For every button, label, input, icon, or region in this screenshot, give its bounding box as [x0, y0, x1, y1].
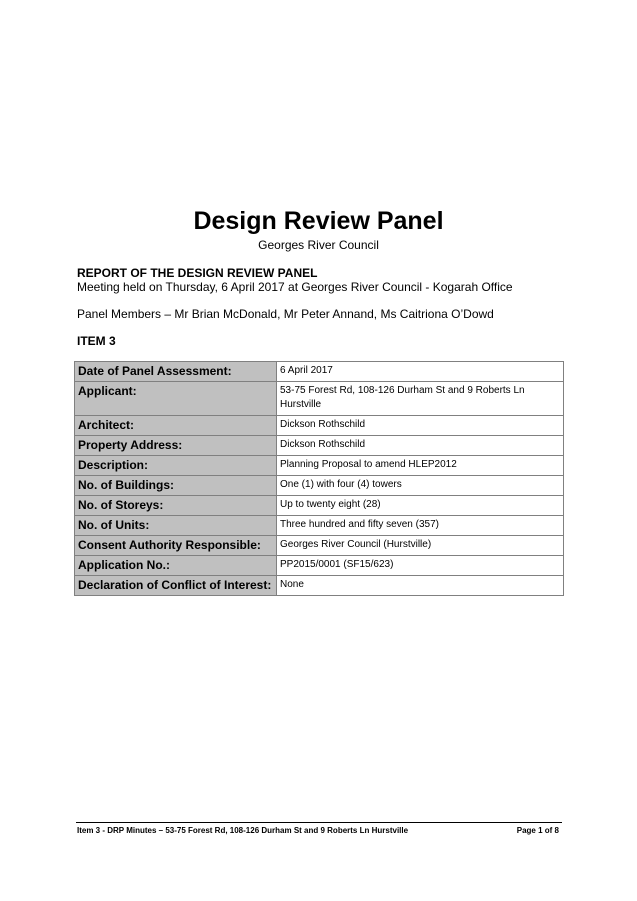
table-row: [75, 576, 564, 596]
panel-members: Panel Members – Mr Brian McDonald, Mr Peter Annand, Ms Caitriona O’Dowd: [77, 307, 494, 321]
table-row: [75, 382, 564, 416]
row-label: Consent Authority Responsible:: [75, 536, 277, 556]
row-value: Dickson Rothschild: [277, 416, 564, 436]
table-row: [75, 456, 564, 476]
page-title: Design Review Panel: [193, 207, 444, 235]
row-label: No. of Units:: [75, 516, 277, 536]
table-row: [75, 536, 564, 556]
item-number: ITEM 3: [77, 334, 116, 348]
meeting-details: Meeting held on Thursday, 6 April 2017 at Georges River Council - Kogarah Office: [77, 280, 513, 294]
row-value: Dickson Rothschild: [277, 436, 564, 456]
row-value: PP2015/0001 (SF15/623): [277, 556, 564, 576]
row-label: No. of Buildings:: [75, 476, 277, 496]
footer-document-title: Item 3 - DRP Minutes – 53-75 Forest Rd, 108-126 Durham St and 9 Roberts Ln Hurstville: [77, 826, 409, 835]
row-value: Three hundred and fifty seven (357): [277, 516, 564, 536]
row-value: One (1) with four (4) towers: [277, 476, 564, 496]
table-row: [75, 496, 564, 516]
row-label: Date of Panel Assessment:: [75, 362, 277, 382]
row-label: Applicant:: [75, 382, 277, 416]
row-label: Application No.:: [75, 556, 277, 576]
row-label: Property Address:: [75, 436, 277, 456]
row-value: Up to twenty eight (28): [277, 496, 564, 516]
footer-divider: [76, 822, 562, 823]
table-row: [75, 362, 564, 382]
table-row: [75, 476, 564, 496]
row-label: Description:: [75, 456, 277, 476]
page-subtitle: Georges River Council: [258, 238, 379, 252]
report-heading: REPORT OF THE DESIGN REVIEW PANEL: [77, 266, 318, 280]
table-row: [75, 556, 564, 576]
row-value: 53-75 Forest Rd, 108-126 Durham St and 9 Roberts Ln Hurstville: [277, 382, 564, 416]
row-value: Georges River Council (Hurstville): [277, 536, 564, 556]
row-label: Declaration of Conflict of Interest:: [75, 576, 277, 596]
footer-page-number: Page 1 of 8: [516, 826, 559, 835]
table-row: [75, 416, 564, 436]
row-value: Planning Proposal to amend HLEP2012: [277, 456, 564, 476]
details-table: [74, 361, 564, 596]
table-row: [75, 436, 564, 456]
table-row: [75, 516, 564, 536]
row-value: 6 April 2017: [277, 362, 564, 382]
row-label: Architect:: [75, 416, 277, 436]
row-value: None: [277, 576, 564, 596]
row-label: No. of Storeys:: [75, 496, 277, 516]
